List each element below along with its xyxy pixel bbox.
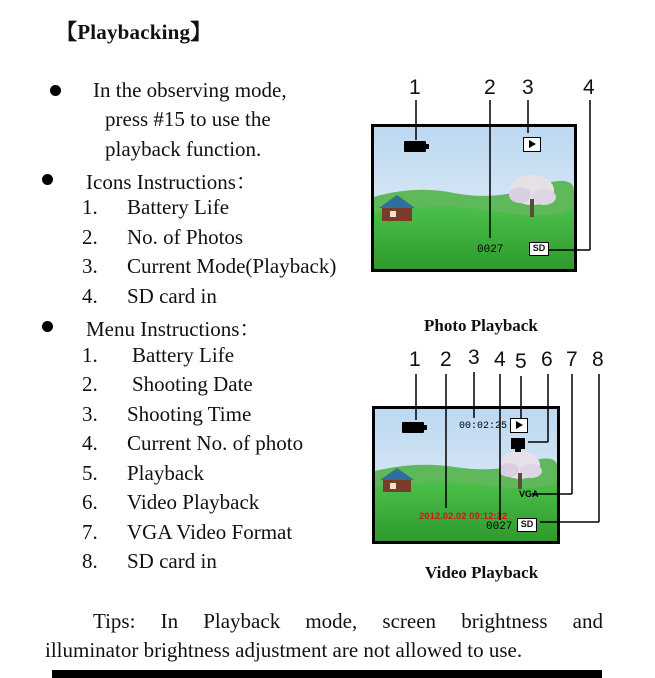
menu-item-label: Battery Life <box>132 343 235 367</box>
menu-item-label: Current No. of photo <box>127 431 304 455</box>
video-camera-icon <box>511 438 525 449</box>
video-camera-icon-stand <box>515 449 521 452</box>
bullet-dot <box>50 85 61 96</box>
sd-card-icon: SD <box>517 518 537 532</box>
icons-heading: Icons Instructions： <box>86 170 257 194</box>
menu-item-num: 7. <box>82 520 98 544</box>
tips-line-2: illuminator brightness adjustment are not allowed to use. <box>45 638 523 662</box>
icons-item-label: Current Mode(Playback) <box>127 254 337 278</box>
menu-item-num: 5. <box>82 461 98 485</box>
icons-item-label: Battery Life <box>127 195 230 219</box>
callout-number: 5 <box>515 350 527 373</box>
icons-item-num: 3. <box>82 254 98 278</box>
video-playback-caption: Video Playback <box>425 563 539 582</box>
callout-number: 2 <box>484 76 496 99</box>
play-icon <box>523 137 541 152</box>
page-title: 【Playbacking】 <box>56 20 212 44</box>
photo-counter: 0027 <box>486 521 513 533</box>
menu-item-num: 1. <box>82 343 98 367</box>
icons-item-label: No. of Photos <box>127 225 244 249</box>
menu-item-label: VGA Video Format <box>127 520 293 544</box>
callout-number: 2 <box>440 348 452 371</box>
menu-item-num: 3. <box>82 402 98 426</box>
play-icon <box>510 418 528 433</box>
photo-counter: 0027 <box>477 244 504 256</box>
menu-item-label: Shooting Date <box>132 372 253 396</box>
icons-item-num: 1. <box>82 195 98 219</box>
menu-item-label: Playback <box>127 461 204 485</box>
callout-number: 1 <box>409 348 421 371</box>
icons-item-label: SD card in <box>127 284 217 308</box>
battery-icon <box>402 422 424 433</box>
menu-item-num: 6. <box>82 490 98 514</box>
callout-number: 4 <box>494 348 506 371</box>
photo-playback-caption: Photo Playback <box>424 316 538 335</box>
callout-number: 4 <box>583 76 595 99</box>
callout-number: 3 <box>468 346 480 369</box>
menu-heading: Menu Instructions： <box>86 317 261 341</box>
intro-line-1: In the observing mode, <box>93 78 287 102</box>
shooting-time: 00:02:25 <box>459 421 508 432</box>
callout-number: 3 <box>522 76 534 99</box>
menu-item-label: Shooting Time <box>127 402 252 426</box>
bottom-rule <box>52 670 602 678</box>
icons-item-num: 4. <box>82 284 98 308</box>
bullet-dot <box>42 174 53 185</box>
intro-line-3: playback function. <box>105 137 262 161</box>
bullet-dot <box>42 321 53 332</box>
battery-icon <box>404 141 426 152</box>
icons-item-num: 2. <box>82 225 98 249</box>
intro-line-2: press #15 to use the <box>105 107 271 131</box>
menu-item-num: 4. <box>82 431 98 455</box>
menu-item-label: Video Playback <box>127 490 260 514</box>
callout-number: 7 <box>566 348 578 371</box>
menu-item-num: 2. <box>82 372 98 396</box>
shooting-date: 2012.02.02 09:12:22 <box>419 511 508 522</box>
menu-item-num: 8. <box>82 549 98 573</box>
battery-icon-tip <box>426 144 429 149</box>
tips-line-1: Tips: In Playback mode, screen brightness and <box>93 609 603 633</box>
vga-label: VGA <box>519 489 539 499</box>
callout-number: 1 <box>409 76 421 99</box>
video-playback-screen <box>372 406 560 544</box>
menu-item-label: SD card in <box>127 549 217 573</box>
photo-playback-screen <box>371 124 577 272</box>
callout-number: 8 <box>592 348 604 371</box>
callout-number: 6 <box>541 348 553 371</box>
battery-icon-tip <box>424 425 427 430</box>
sd-card-icon: SD <box>529 242 549 256</box>
